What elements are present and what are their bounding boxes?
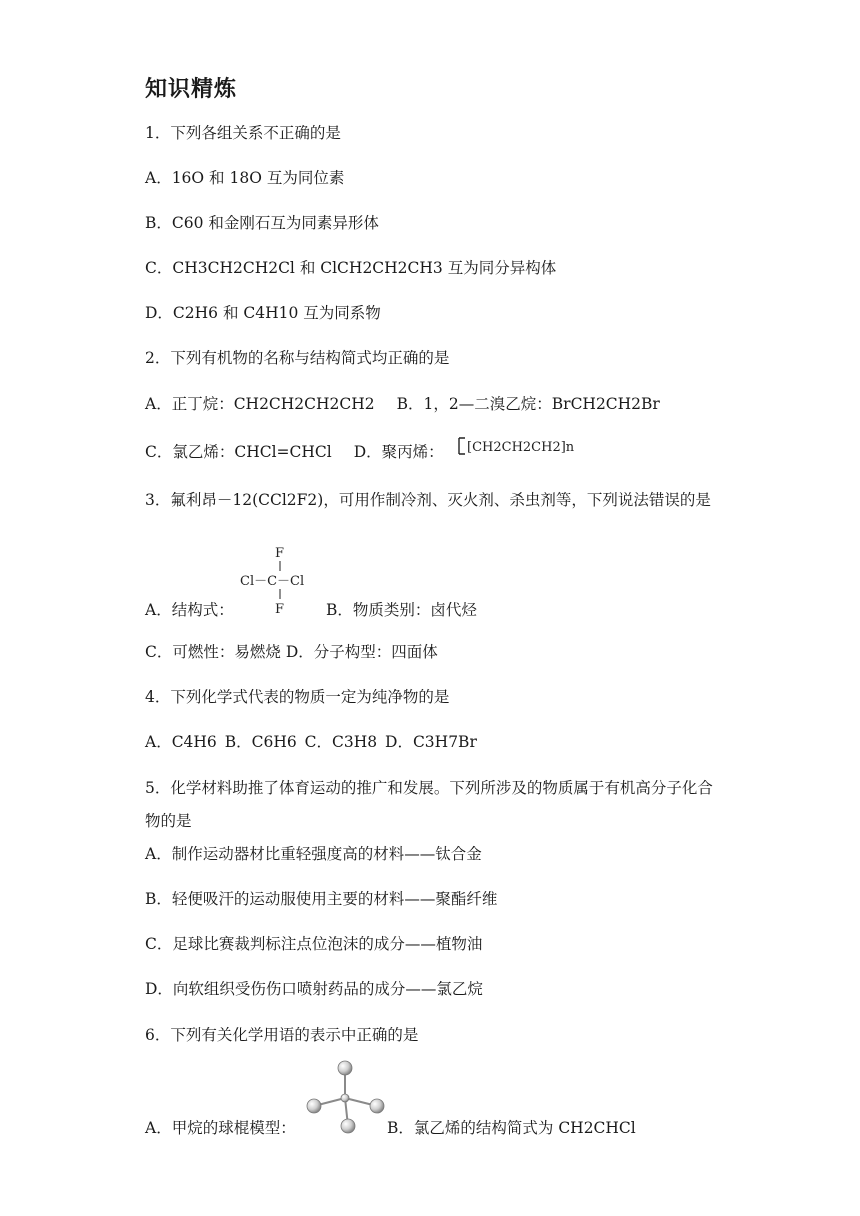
question-3-options-cd — [145, 641, 438, 663]
question-4-options: A．C4H6 B．C6H6 C．C3H8 D．C3H7Br — [145, 733, 477, 751]
question-2-option-c: C．氯乙烯：CHCl=CHCl — [145, 443, 332, 461]
question-5-option-a: A．制作运动器材比重轻强度高的材料——钛合金 — [145, 845, 482, 863]
question-3-option-b: B．物质类别：卤代烃 — [326, 601, 477, 619]
methane-ball-stick-model — [300, 1058, 390, 1138]
question-6-option-b: B．氯乙烯的结构简式为 CH2CHCl — [387, 1119, 636, 1137]
question-3-option-c: C．可燃性：易燃烧 — [145, 643, 281, 661]
question-4-stem: 4．下列化学式代表的物质一定为纯净物的是 — [145, 688, 450, 706]
question-5-stem-wrap — [145, 772, 720, 838]
question-2-option-a: A．正丁烷：CH2CH2CH2CH2 — [145, 395, 375, 413]
question-2-option-b: B．1，2—二溴乙烷：BrCH2CH2Br — [396, 395, 660, 413]
question-5-stem: 5．化学材料助推了体育运动的推广和发展。下列所涉及的物质属于有机高分子化合物的是 — [145, 779, 713, 830]
question-2-option-d: D．聚丙烯： — [353, 443, 444, 461]
question-5-option-b: B．轻便吸汗的运动服使用主要的材料——聚酯纤维 — [145, 890, 498, 908]
polymer-formula-text: [CH2CH2CH2]n — [467, 440, 575, 455]
question-1-option-c: C．CH3CH2CH2Cl 和 ClCH2CH2CH3 互为同分异构体 — [145, 259, 557, 277]
question-1-option-b: B．C60 和金刚石互为同素异形体 — [145, 214, 379, 232]
question-3-stem: 3．氟利昂－12(CCl2F2)，可用作制冷剂、灭火剂、杀虫剂等，下列说法错误的是 — [145, 491, 711, 509]
struct-top-f: F — [275, 546, 285, 561]
question-5-option-c: C．足球比赛裁判标注点位泡沫的成分——植物油 — [145, 935, 483, 953]
question-1-stem: 1．下列各组关系不正确的是 — [145, 124, 341, 142]
question-3-option-a: A．结构式： — [145, 601, 234, 619]
question-3-stem-line-1 — [145, 484, 720, 517]
question-2-options-cd — [145, 441, 444, 463]
page-title: 知识精炼 — [145, 77, 238, 102]
question-2-stem: 2．下列有机物的名称与结构简式均正确的是 — [145, 349, 450, 367]
struct-bottom-f: F — [275, 602, 285, 617]
structural-formula-image — [236, 543, 322, 617]
question-1-option-a: A．16O 和 18O 互为同位素 — [145, 169, 345, 187]
struct-middle: Cl－C－Cl — [240, 574, 305, 589]
question-6-stem: 6．下列有关化学用语的表示中正确的是 — [145, 1026, 419, 1044]
question-3-option-d: D．分子构型：四面体 — [285, 643, 438, 661]
question-5-option-d: D．向软组织受伤伤口喷射药品的成分——氯乙烷 — [145, 980, 483, 998]
polymer-formula-image — [455, 432, 585, 462]
question-2-options-ab — [145, 393, 660, 415]
question-1-option-d: D．C2H6 和 C4H10 互为同系物 — [145, 304, 381, 322]
question-6-option-a: A．甲烷的球棍模型： — [145, 1119, 296, 1137]
